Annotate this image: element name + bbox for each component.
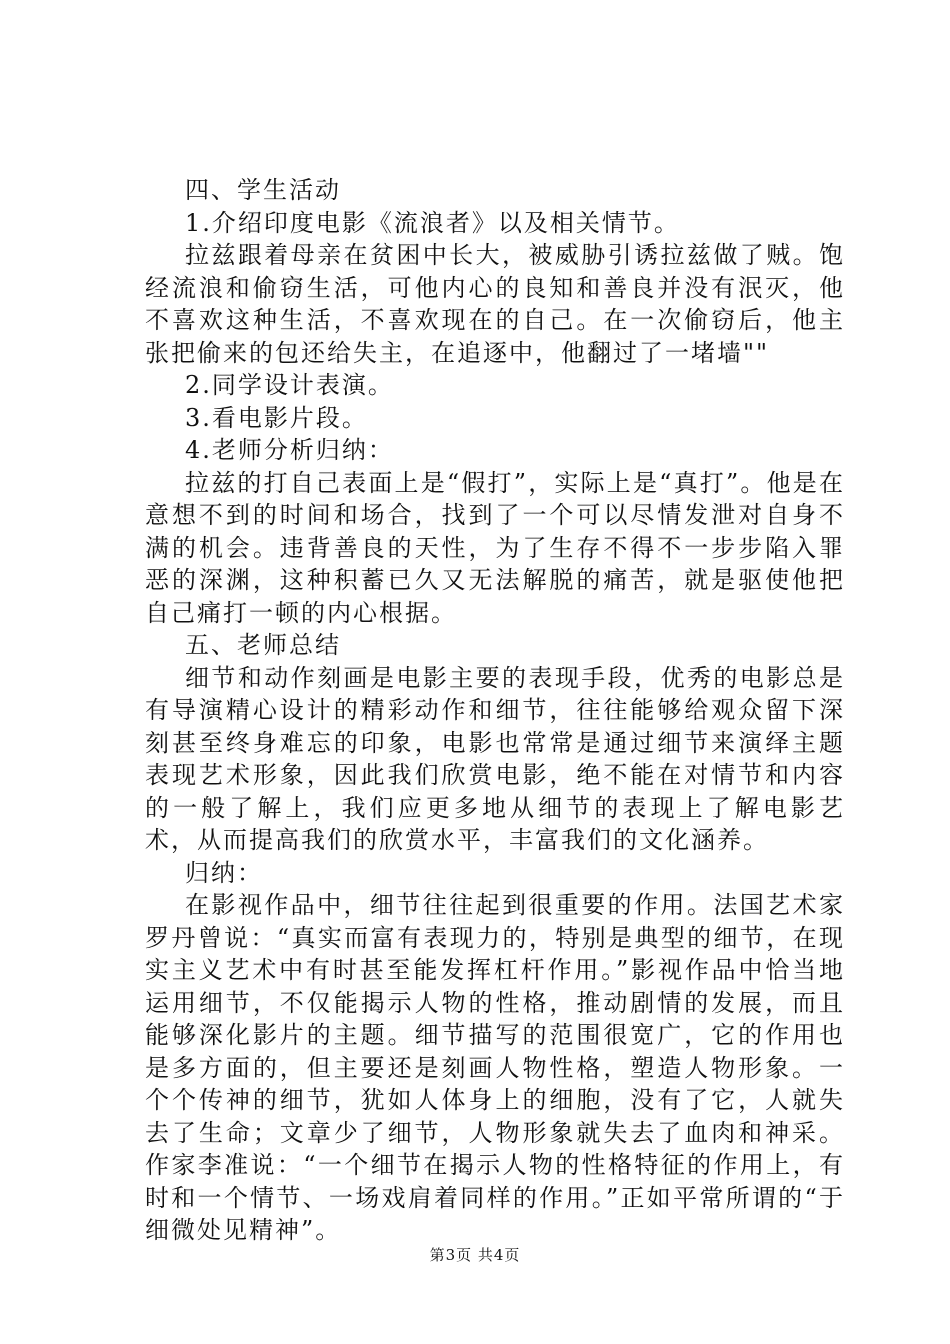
section-heading-teacher-summary: 五、老师总结 <box>185 631 341 659</box>
section-heading-student-activities: 四、学生活动 <box>185 176 341 204</box>
list-item-teacher-analysis: 4.老师分析归纳： <box>185 436 394 464</box>
paragraph-conclusion: 在影视作品中，细节往往起到很重要的作用。法国艺术家罗丹曾说：“真实而富有表现力的，特别是典型的细节，在现实主义艺术中有时甚至能发挥杠杆作用。”影视作品中恰当地运用细节，不仅能揭示人物的性格，推动剧情的发展，而且能够深化影片的主题。细节描写的范围很宽广，它的作用也是多方面的，但主要还是刻画人物性格，塑造人物形象。一个个传神的细节，犹如人体身上的细胞，没有了它，人就失去了生命；文章少了细节，人物形象就失去了血肉和神采。作家李准说：“一个细节在揭示人物的性格特征的作用上，有时和一个情节、一场戏肩着同样的作用。”正如平常所谓的“于细微处见精神”。 <box>145 891 845 1244</box>
list-item-performance: 2.同学设计表演。 <box>185 371 394 399</box>
paragraph-plot-summary: 拉兹跟着母亲在贫困中长大，被威胁引诱拉兹做了贼。饱经流浪和偷窃生活，可他内心的良知和善良并没有泯灭，他不喜欢这种生活，不喜欢现在的自己。在一次偷窃后，他主张把偷来的包还给失主，在追逐中，他翻过了一堵墙"" <box>145 241 845 367</box>
heading-conclusion: 归纳： <box>185 858 263 887</box>
paragraph-summary: 细节和动作刻画是电影主要的表现手段，优秀的电影总是有导演精心设计的精彩动作和细节，往往能够给观众留下深刻甚至终身难忘的印象，电影也常常是通过细节来演绎主题表现艺术形象，因此我们欣赏电影，绝不能在对情节和内容的一般了解上，我们应更多地从细节的表现上了解电影艺术，从而提高我们的欣赏水平，丰富我们的文化涵养。 <box>145 663 845 854</box>
page-number-footer: 第3页 共4页 <box>429 1246 521 1264</box>
list-item-watch-clip: 3.看电影片段。 <box>185 403 368 432</box>
document-body <box>145 174 845 1247</box>
paragraph-analysis: 拉兹的打自己表面上是“假打”，实际上是“真打”。他是在意想不到的时间和场合，找到了一个可以尽情发泄对自身不满的机会。违背善良的天性，为了生存不得不一步步陷入罪恶的深渊，这种积蓄已久又无法解脱的痛苦，就是驱使他把自己痛打一顿的内心根据。 <box>145 468 845 627</box>
list-item-movie-intro: 1.介绍印度电影《流浪者》以及相关情节。 <box>185 208 680 237</box>
